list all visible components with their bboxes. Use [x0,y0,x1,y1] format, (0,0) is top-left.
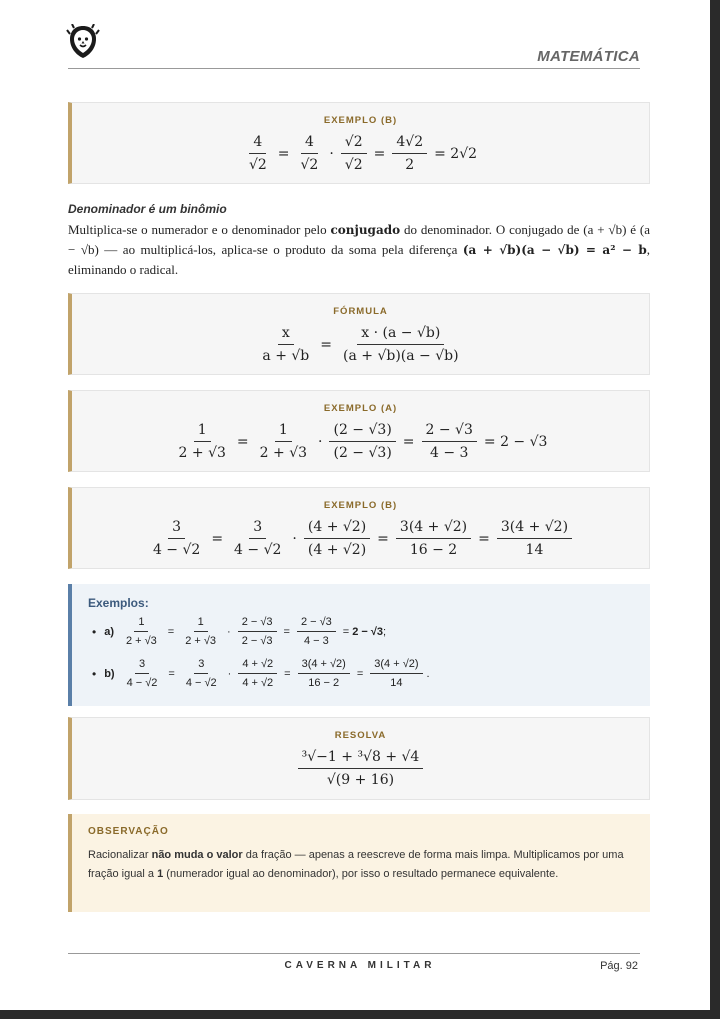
fraction [392,134,427,173]
fraction [256,422,311,461]
fraction [258,325,313,364]
denominator: 14 [525,542,544,558]
operator: = [283,625,290,638]
denominator: 4 − √2 [152,542,201,558]
box-label: RESOLVA [334,730,387,741]
operator: = [167,625,175,638]
numerator: 3(4 + √2) [298,658,350,674]
denominator: 2 + √3 [259,445,308,461]
operator: = [236,433,249,450]
fraction [238,658,277,689]
operator: · [227,667,232,680]
math-row [72,519,649,558]
fraction [298,658,350,689]
resolva-box [68,717,650,800]
numerator: 3(4 + √2) [497,519,572,539]
example-b-box [68,487,650,569]
fraction [245,134,271,173]
item-letter: a) [104,625,114,638]
denominator: 16 − 2 [308,677,340,689]
section-title: Denominador é um binômio [68,202,227,216]
numerator: x [278,325,294,345]
numerator: 4√2 [392,134,427,154]
denominator: 4 + √2 [242,677,274,689]
math-row [72,422,649,461]
observation-text [88,846,636,884]
denominator: 16 − 2 [409,542,458,558]
math-row [72,749,649,788]
example-item-a [92,616,386,647]
paragraph-text: , eliminando o radical. [68,242,650,277]
operator: = [373,145,386,162]
numerator: 4 [301,134,318,154]
fraction [298,749,424,788]
fraction [149,519,204,558]
box-label: EXEMPLO (B) [323,500,398,511]
denominator: 4 − √2 [126,677,158,689]
fraction [123,658,162,689]
numerator: 1 [134,616,148,632]
example-item-b [92,658,430,689]
fraction [339,325,463,364]
operator: · [329,145,334,162]
denominator: 2 + √3 [178,445,226,461]
denominator: 14 [390,677,403,689]
punctuation: ; [383,625,387,638]
observation-segment: da fração — apenas a reescreve de forma mais limpa. Multiplicamos por uma fração igual a [88,849,624,880]
examples-title: Exemplos: [88,596,149,610]
observation-box [68,814,650,912]
denominator: 2 + √3 [125,635,157,647]
denominator: 2 − √3 [241,635,273,647]
numerator: (2 − √3) [329,422,395,442]
explanation-paragraph [68,220,650,280]
denominator: 4 − 3 [303,635,329,647]
result: = 2 − √3 [483,433,548,450]
operator: = [402,433,415,450]
numerator: 4 + √2 [238,658,277,674]
viewer-edge [0,1010,720,1019]
fraction [329,422,395,461]
bullet: • [92,666,97,681]
example-a-box [68,390,650,472]
numerator: 1 [275,422,292,442]
operator: = [342,625,350,638]
numerator: 3(4 + √2) [370,658,422,674]
fraction [238,616,277,647]
fraction [182,658,221,689]
observation-label: OBSERVAÇÃO [88,826,169,837]
numerator: √2 [341,134,367,154]
math-row [72,134,649,173]
operator: = [377,530,389,547]
fraction [297,134,323,173]
result: = 2√2 [434,145,478,162]
denominator: (4 + √2) [307,542,367,558]
fraction [497,519,572,558]
numerator: 2 − √3 [238,616,277,632]
fraction [304,519,370,558]
observation-bold: 1 [157,868,164,880]
numerator: 3 [135,658,149,674]
box-label: EXEMPLO (A) [323,403,398,414]
math-row [72,325,649,364]
paragraph-text: Multiplica-se o numerador e o denominador pelo [68,222,331,237]
operator: = [168,667,175,680]
fraction [230,519,285,558]
numerator: 2 − √3 [297,616,336,632]
denominator: √2 [300,157,319,173]
example-b-top-box [68,102,650,184]
examples-box [68,584,650,706]
subject-title: MATEMÁTICA [537,48,640,65]
observation-bold: não muda o valor [151,849,243,861]
footer-brand: CAVERNA MILITAR [284,960,436,971]
numerator: 3(4 + √2) [396,519,471,539]
denominator: a + √b [262,348,310,364]
box-label: EXEMPLO (B) [323,115,398,126]
denominator: 4 − √2 [234,542,282,558]
lion-shield-icon [66,24,100,60]
fraction [122,616,161,647]
denominator: 4 − 3 [429,445,469,461]
numerator: 4 [249,134,266,154]
fraction [370,658,422,689]
denominator: 4 − √2 [185,677,217,689]
item-letter: b) [104,667,115,680]
numerator: 3 [168,519,185,539]
operator: = [356,667,364,680]
header-divider [68,68,640,69]
operator: = [211,530,224,547]
fraction [297,616,336,647]
result: 2 − √3 [352,625,384,638]
numerator: 1 [194,616,208,632]
numerator: 3 [249,519,266,539]
numerator: (4 + √2) [304,519,370,539]
observation-segment: Racionalizar [88,849,152,861]
operator: = [320,336,333,353]
paragraph-bold: (a + √b)(a − √b) = a² − b [462,243,647,257]
paragraph-bold: conjugado [330,223,401,237]
viewer-edge [710,0,720,1019]
fraction [181,616,220,647]
footer-divider [68,953,640,954]
page-number: Pág. 92 [600,960,638,972]
numerator: ³√−1 + ³√8 + √4 [298,749,424,769]
bullet: • [92,624,97,639]
numerator: 1 [194,422,211,442]
punctuation: . [426,667,430,680]
denominator: √2 [248,157,267,173]
denominator: √(9 + 16) [326,772,395,788]
operator: = [277,145,290,162]
operator: = [478,530,490,547]
box-label: FÓRMULA [333,306,388,317]
denominator: (2 − √3) [333,445,392,461]
operator: · [227,625,231,638]
paragraph-text: do denominador. O conjugado de (a + √b) é (a − √b) — ao multiplicá-los, aplica-se o produto da soma pela diferença [68,222,651,257]
numerator: 2 − √3 [422,422,477,442]
operator: = [284,667,291,680]
operator: · [292,530,297,547]
fraction [341,134,367,173]
numerator: 3 [194,658,208,674]
fraction [422,422,477,461]
fraction [396,519,471,558]
denominator: 2 + √3 [185,635,217,647]
denominator: √2 [344,157,363,173]
operator: · [318,433,323,450]
fraction [175,422,230,461]
denominator: 2 [405,157,415,173]
formula-box [68,293,650,375]
observation-segment: (numerador igual ao denominador), por isso o resultado permanece equivalente. [163,868,559,880]
numerator: x · (a − √b) [357,325,444,345]
denominator: (a + √b)(a − √b) [343,348,459,364]
